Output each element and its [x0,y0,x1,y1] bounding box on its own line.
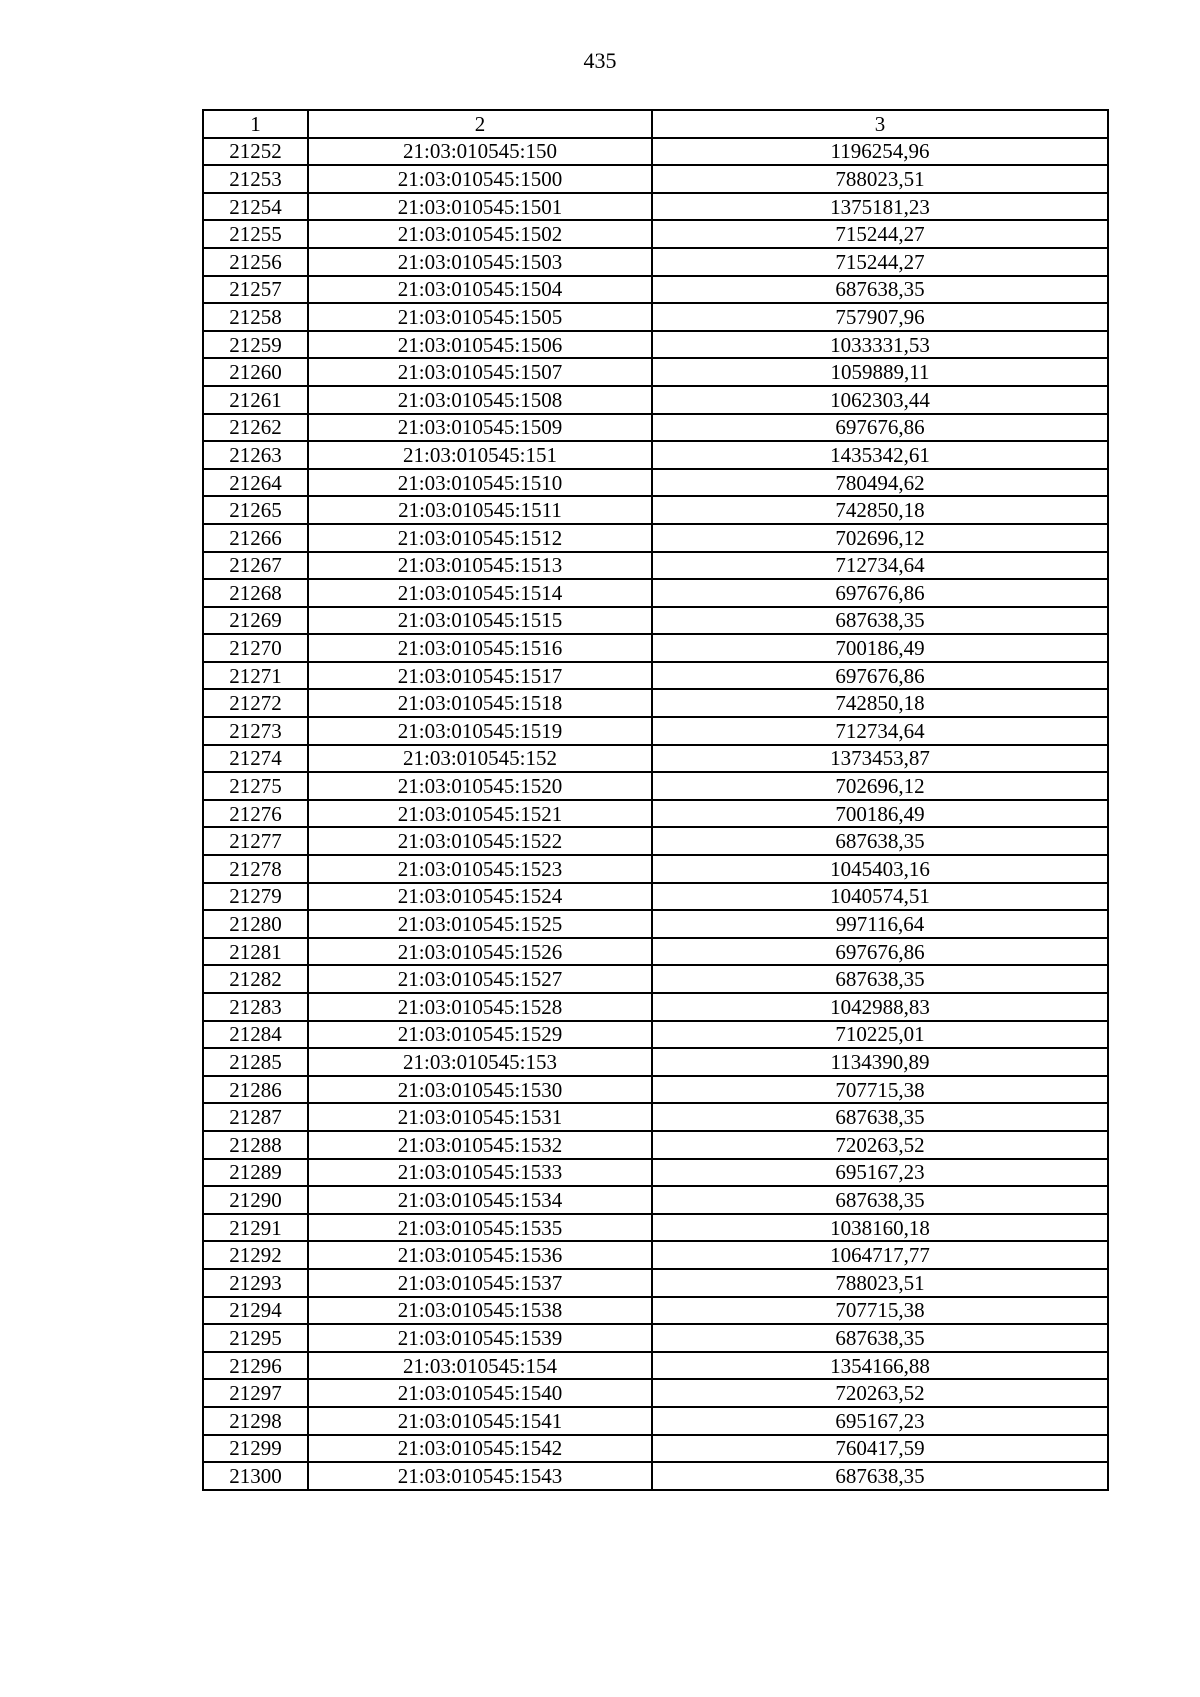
cadastral-value-cell: 1435342,61 [652,441,1108,469]
cadastral-number-cell: 21:03:010545:1535 [308,1214,652,1242]
cadastral-value-cell: 700186,49 [652,634,1108,662]
cadastral-value-cell: 702696,12 [652,524,1108,552]
cadastral-value-cell: 710225,01 [652,1021,1108,1049]
page-number: 435 [583,48,617,73]
row-number-cell: 21283 [203,993,308,1021]
cadastral-value-cell: 697676,86 [652,579,1108,607]
cadastral-number-cell: 21:03:010545:1517 [308,662,652,690]
cadastral-number-cell: 21:03:010545:1540 [308,1379,652,1407]
cadastral-value-cell: 720263,52 [652,1379,1108,1407]
cadastral-value-cell: 1375181,23 [652,193,1108,221]
table-row [203,303,1108,331]
cadastral-value-cell: 780494,62 [652,469,1108,497]
cadastral-number-cell: 21:03:010545:1502 [308,220,652,248]
cadastral-value-cell: 687638,35 [652,1462,1108,1490]
table-row [203,1021,1108,1049]
cadastral-number-cell: 21:03:010545:151 [308,441,652,469]
row-number-cell: 21290 [203,1186,308,1214]
cadastral-number-cell: 21:03:010545:1538 [308,1297,652,1325]
row-number-cell: 21294 [203,1297,308,1325]
table-row [203,1297,1108,1325]
table-row [203,358,1108,386]
row-number-cell: 21263 [203,441,308,469]
row-number-cell: 21286 [203,1076,308,1104]
cadastral-value-cell: 1059889,11 [652,358,1108,386]
row-number-cell: 21280 [203,910,308,938]
table-row [203,579,1108,607]
row-number-cell: 21268 [203,579,308,607]
row-number-cell: 21282 [203,965,308,993]
table-row [203,1269,1108,1297]
table-row [203,827,1108,855]
cadastral-number-cell: 21:03:010545:1501 [308,193,652,221]
row-number-cell: 21270 [203,634,308,662]
row-number-cell: 21267 [203,552,308,580]
cadastral-value-cell: 1042988,83 [652,993,1108,1021]
cadastral-value-cell: 707715,38 [652,1297,1108,1325]
cadastral-value-cell: 742850,18 [652,496,1108,524]
table-row [203,634,1108,662]
cadastral-number-cell: 21:03:010545:150 [308,138,652,166]
row-number-cell: 21289 [203,1159,308,1187]
cadastral-value-cell: 1033331,53 [652,331,1108,359]
row-number-cell: 21259 [203,331,308,359]
cadastral-number-cell: 21:03:010545:1526 [308,938,652,966]
table-row [203,552,1108,580]
cadastral-number-cell: 21:03:010545:1503 [308,248,652,276]
table-row [203,993,1108,1021]
cadastral-value-cell: 687638,35 [652,1103,1108,1131]
table-row [203,1076,1108,1104]
cadastral-number-cell: 21:03:010545:1520 [308,772,652,800]
row-number-cell: 21272 [203,689,308,717]
row-number-cell: 21291 [203,1214,308,1242]
table-row [203,772,1108,800]
cadastral-number-cell: 21:03:010545:1533 [308,1159,652,1187]
cadastral-number-cell: 21:03:010545:1515 [308,607,652,635]
cadastral-value-cell: 687638,35 [652,607,1108,635]
cadastral-value-cell: 702696,12 [652,772,1108,800]
table-row [203,607,1108,635]
cadastral-number-cell: 21:03:010545:1537 [308,1269,652,1297]
row-number-cell: 21252 [203,138,308,166]
row-number-cell: 21295 [203,1324,308,1352]
row-number-cell: 21271 [203,662,308,690]
row-number-cell: 21287 [203,1103,308,1131]
cadastral-value-cell: 695167,23 [652,1159,1108,1187]
cadastral-value-cell: 700186,49 [652,800,1108,828]
cadastral-number-cell: 21:03:010545:1500 [308,165,652,193]
cadastral-number-cell: 21:03:010545:1505 [308,303,652,331]
cadastral-value-cell: 715244,27 [652,220,1108,248]
cadastral-value-cell: 1354166,88 [652,1352,1108,1380]
cadastral-value-cell: 788023,51 [652,1269,1108,1297]
cadastral-number-cell: 21:03:010545:1507 [308,358,652,386]
cadastral-value-table [202,109,1109,1491]
table-row [203,1352,1108,1380]
cadastral-number-cell: 21:03:010545:1514 [308,579,652,607]
table-row [203,414,1108,442]
row-number-cell: 21254 [203,193,308,221]
row-number-cell: 21256 [203,248,308,276]
row-number-cell: 21261 [203,386,308,414]
row-number-cell: 21264 [203,469,308,497]
cadastral-value-cell: 788023,51 [652,165,1108,193]
cadastral-number-cell: 21:03:010545:1518 [308,689,652,717]
header-cell-3: 3 [652,110,1108,138]
row-number-cell: 21293 [203,1269,308,1297]
table-header [203,110,1108,138]
cadastral-value-cell: 1040574,51 [652,883,1108,911]
table-row [203,883,1108,911]
cadastral-number-cell: 21:03:010545:154 [308,1352,652,1380]
table-row [203,276,1108,304]
table-row [203,1186,1108,1214]
cadastral-number-cell: 21:03:010545:1513 [308,552,652,580]
table-row [203,1103,1108,1131]
cadastral-number-cell: 21:03:010545:1525 [308,910,652,938]
cadastral-value-cell: 687638,35 [652,827,1108,855]
cadastral-number-cell: 21:03:010545:1506 [308,331,652,359]
cadastral-number-cell: 21:03:010545:1519 [308,717,652,745]
header-cell-1: 1 [203,110,308,138]
table-row [203,1214,1108,1242]
cadastral-value-cell: 997116,64 [652,910,1108,938]
header-cell-2: 2 [308,110,652,138]
row-number-cell: 21275 [203,772,308,800]
table-row [203,745,1108,773]
table-row [203,662,1108,690]
cadastral-number-cell: 21:03:010545:152 [308,745,652,773]
cadastral-number-cell: 21:03:010545:1516 [308,634,652,662]
row-number-cell: 21296 [203,1352,308,1380]
cadastral-value-cell: 687638,35 [652,965,1108,993]
cadastral-number-cell: 21:03:010545:1531 [308,1103,652,1131]
cadastral-number-cell: 21:03:010545:1523 [308,855,652,883]
row-number-cell: 21269 [203,607,308,635]
cadastral-number-cell: 21:03:010545:1532 [308,1131,652,1159]
row-number-cell: 21279 [203,883,308,911]
row-number-cell: 21255 [203,220,308,248]
cadastral-value-cell: 1038160,18 [652,1214,1108,1242]
table-row [203,1241,1108,1269]
row-number-cell: 21258 [203,303,308,331]
table-row [203,689,1108,717]
row-number-cell: 21300 [203,1462,308,1490]
table-row [203,855,1108,883]
cadastral-number-cell: 21:03:010545:1510 [308,469,652,497]
table-row [203,1048,1108,1076]
table-row [203,938,1108,966]
cadastral-value-cell: 757907,96 [652,303,1108,331]
row-number-cell: 21266 [203,524,308,552]
cadastral-value-cell: 712734,64 [652,552,1108,580]
table-row [203,496,1108,524]
cadastral-number-cell: 21:03:010545:1543 [308,1462,652,1490]
table-row [203,1407,1108,1435]
cadastral-value-cell: 712734,64 [652,717,1108,745]
cadastral-number-cell: 21:03:010545:1512 [308,524,652,552]
table-row [203,138,1108,166]
table-row [203,441,1108,469]
table-row [203,1462,1108,1490]
cadastral-number-cell: 21:03:010545:1530 [308,1076,652,1104]
table-row [203,331,1108,359]
cadastral-value-cell: 1373453,87 [652,745,1108,773]
cadastral-value-cell: 1134390,89 [652,1048,1108,1076]
row-number-cell: 21253 [203,165,308,193]
row-number-cell: 21276 [203,800,308,828]
table-row [203,386,1108,414]
row-number-cell: 21277 [203,827,308,855]
row-number-cell: 21285 [203,1048,308,1076]
row-number-cell: 21265 [203,496,308,524]
cadastral-number-cell: 21:03:010545:1536 [308,1241,652,1269]
table-row [203,193,1108,221]
cadastral-value-cell: 695167,23 [652,1407,1108,1435]
cadastral-value-cell: 697676,86 [652,414,1108,442]
cadastral-value-cell: 1196254,96 [652,138,1108,166]
row-number-cell: 21281 [203,938,308,966]
table-row [203,524,1108,552]
table-row [203,1435,1108,1463]
cadastral-value-cell: 1062303,44 [652,386,1108,414]
cadastral-value-cell: 687638,35 [652,1324,1108,1352]
table-row [203,165,1108,193]
cadastral-value-cell: 1064717,77 [652,1241,1108,1269]
cadastral-number-cell: 21:03:010545:1528 [308,993,652,1021]
table-row [203,717,1108,745]
table-row [203,1324,1108,1352]
cadastral-number-cell: 21:03:010545:153 [308,1048,652,1076]
cadastral-value-cell: 697676,86 [652,662,1108,690]
row-number-cell: 21262 [203,414,308,442]
cadastral-number-cell: 21:03:010545:1522 [308,827,652,855]
row-number-cell: 21288 [203,1131,308,1159]
row-number-cell: 21297 [203,1379,308,1407]
cadastral-number-cell: 21:03:010545:1541 [308,1407,652,1435]
cadastral-value-cell: 720263,52 [652,1131,1108,1159]
table-row [203,248,1108,276]
table-row [203,800,1108,828]
cadastral-number-cell: 21:03:010545:1509 [308,414,652,442]
cadastral-value-cell: 687638,35 [652,1186,1108,1214]
table-row [203,1379,1108,1407]
row-number-cell: 21257 [203,276,308,304]
cadastral-value-cell: 742850,18 [652,689,1108,717]
table-row [203,220,1108,248]
cadastral-number-cell: 21:03:010545:1511 [308,496,652,524]
cadastral-number-cell: 21:03:010545:1539 [308,1324,652,1352]
cadastral-number-cell: 21:03:010545:1529 [308,1021,652,1049]
table-row [203,1131,1108,1159]
row-number-cell: 21298 [203,1407,308,1435]
cadastral-value-cell: 715244,27 [652,248,1108,276]
row-number-cell: 21284 [203,1021,308,1049]
cadastral-value-cell: 707715,38 [652,1076,1108,1104]
row-number-cell: 21278 [203,855,308,883]
cadastral-value-cell: 697676,86 [652,938,1108,966]
cadastral-value-cell: 760417,59 [652,1435,1108,1463]
table-row [203,965,1108,993]
cadastral-number-cell: 21:03:010545:1504 [308,276,652,304]
cadastral-value-cell: 1045403,16 [652,855,1108,883]
row-number-cell: 21274 [203,745,308,773]
row-number-cell: 21292 [203,1241,308,1269]
row-number-cell: 21299 [203,1435,308,1463]
row-number-cell: 21260 [203,358,308,386]
row-number-cell: 21273 [203,717,308,745]
cadastral-number-cell: 21:03:010545:1534 [308,1186,652,1214]
table-row [203,469,1108,497]
header-row [203,110,1108,138]
cadastral-value-cell: 687638,35 [652,276,1108,304]
table-body [203,138,1108,1490]
cadastral-number-cell: 21:03:010545:1524 [308,883,652,911]
table-row [203,1159,1108,1187]
cadastral-number-cell: 21:03:010545:1527 [308,965,652,993]
cadastral-number-cell: 21:03:010545:1521 [308,800,652,828]
cadastral-number-cell: 21:03:010545:1508 [308,386,652,414]
table-row [203,910,1108,938]
cadastral-number-cell: 21:03:010545:1542 [308,1435,652,1463]
